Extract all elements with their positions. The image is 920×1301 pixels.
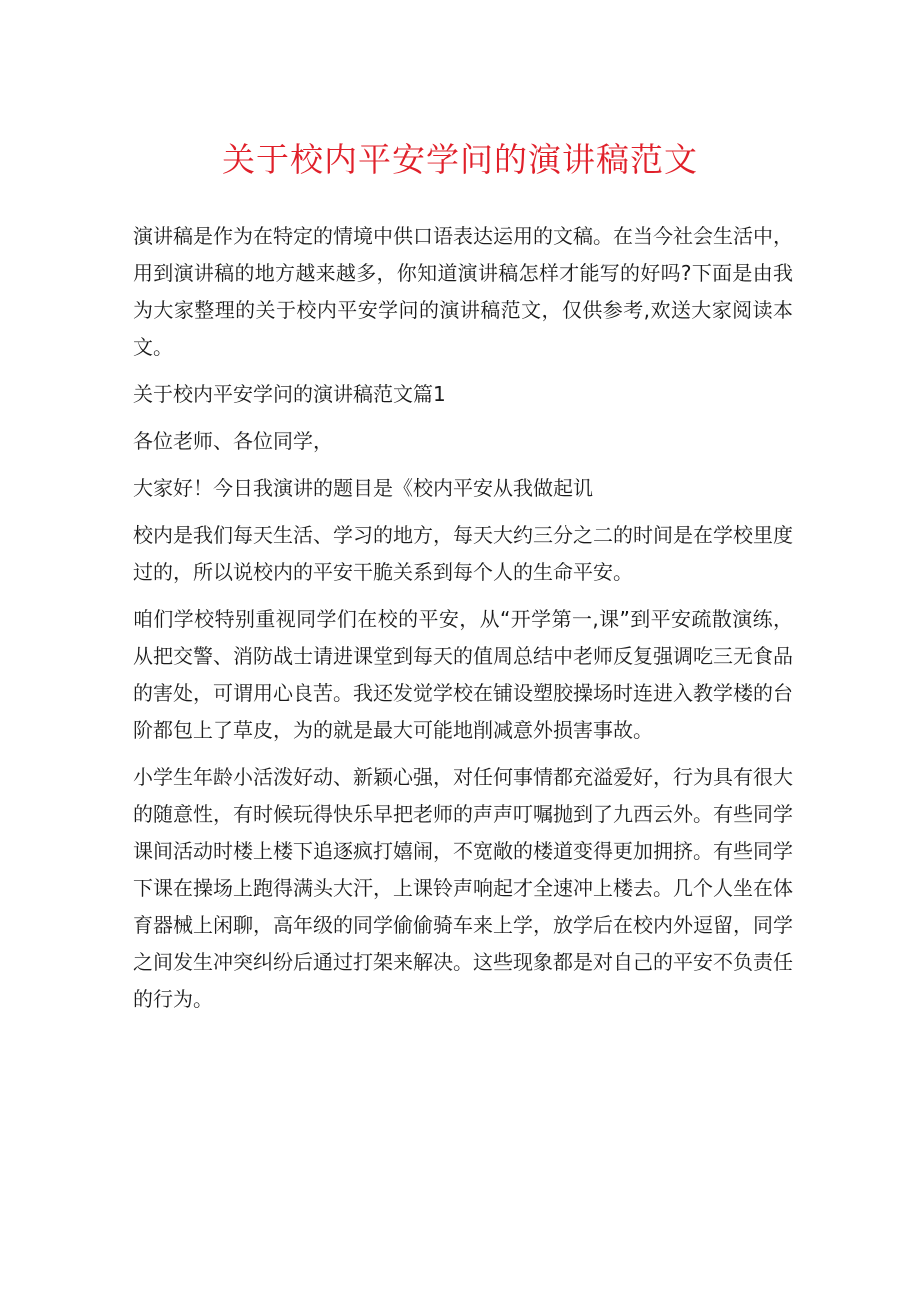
body-paragraph: 小学生年龄小活泼好动、新颖心强，对任何事情都充溢爱好，行为具有很大的随意性，有时候玩得快乐早把老师的声声叮嘱抛到了九西云外。有些同学课间活动时楼上楼下追逐疯打嬉闹，不宽敞的楼道变得更加拥挤。有些同学下课在操场上跑得满头大汗，上课铃声响起才全速冲上楼去。几个人坐在体育器械上闲聊，高年级的同学偷偷骑车来上学，放学后在校内外逗留，同学之间发生冲突纠纷后通过打架来解决。这些现象都是对自己的平安不负责任的行为。	[133, 765, 793, 1011]
section-heading: 关于校内平安学问的演讲稿范文篇1	[133, 382, 446, 406]
document-body	[133, 218, 793, 1028]
salutation: 各位老师、各位同学，	[133, 429, 333, 453]
document-title: 关于校内平安学问的演讲稿范文	[222, 140, 698, 179]
intro-paragraph: 演讲稿是作为在特定的情境中供口语表达运用的文稿。在当今社会生活中，用到演讲稿的地方越来越多，你知道演讲稿怎样才能写的好吗?下面是由我为大家整理的关于校内平安学问的演讲稿范文，仅供参考,欢送大家阅读本文。	[133, 224, 793, 359]
body-paragraph: 咱们学校特别重视同学们在校的平安，从“开学第一,课”到平安疏散演练，从把交警、消防战士请进课堂到每天的值周总结中老师反复强调吃三无食品的害处，可谓用心良苦。我还发觉学校在铺设塑胶操场时连进入教学楼的台阶都包上了草皮，为的就是最大可能地削减意外损害事故。	[133, 607, 793, 742]
body-paragraph: 校内是我们每天生活、学习的地方，每天大约三分之二的时间是在学校里度过的，所以说校内的平安干脆关系到每个人的生命平安。	[133, 523, 793, 584]
greeting-line: 大家好！今日我演讲的题目是《校内平安从我做起讥	[133, 476, 593, 500]
